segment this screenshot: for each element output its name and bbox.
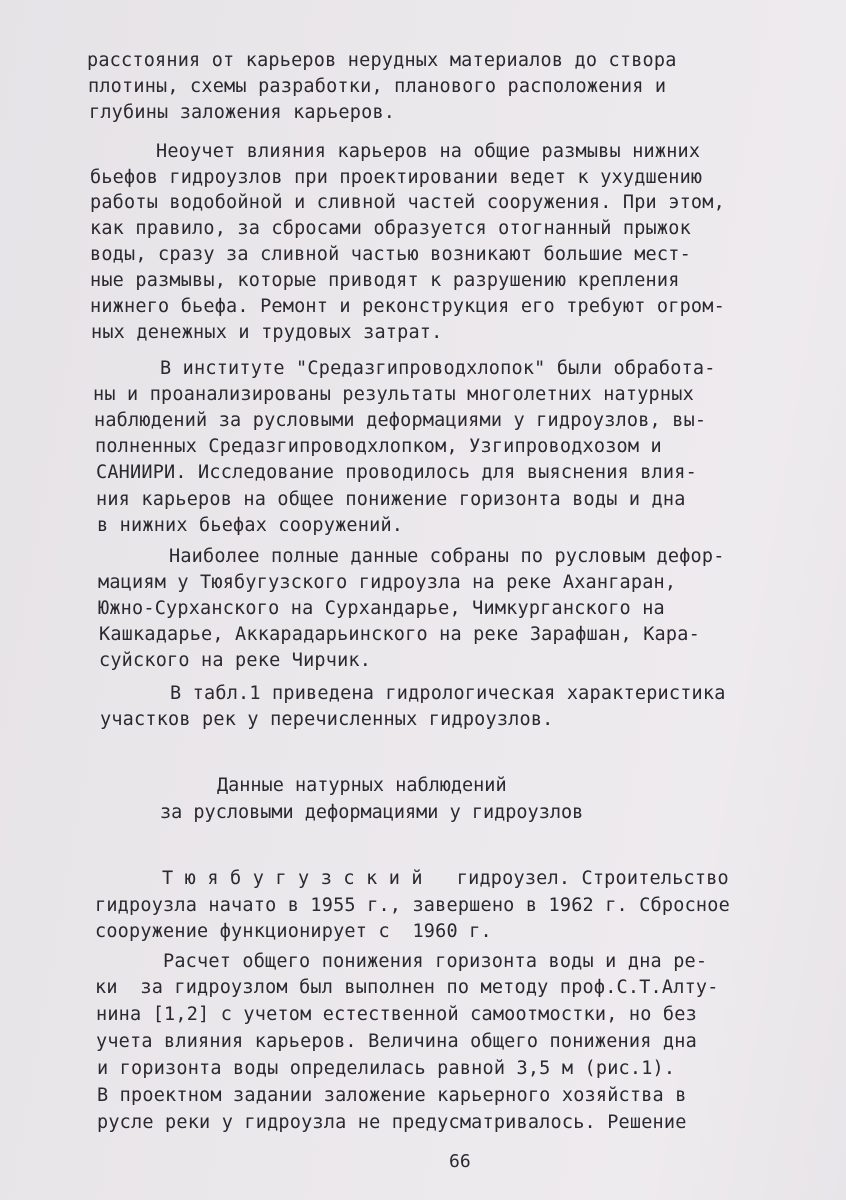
text-line: Т ю я б у г у з с к и й гидроузел. Строительство	[162, 868, 729, 889]
page-number: 66	[449, 1151, 471, 1172]
text-line: Кашкадарье, Аккарадарьинского на реке Зарафшан, Кара-	[99, 624, 700, 645]
text-line: В проектном задании заложение карьерного хозяйства в	[97, 1085, 687, 1106]
text-line: мациям у Тюябугузского гидроузла на реке Ахангаран,	[98, 572, 677, 593]
text-line: ны и проанализированы результаты многолетних натурных	[93, 384, 694, 405]
text-line: ки за гидроузлом был выполнен по методу проф.С.Т.Алту-	[95, 977, 719, 998]
text-line: Южно-Сурханского на Сурхандарье, Чимкурганского на	[98, 598, 665, 619]
text-line: в нижних бьефах сооружений.	[97, 515, 404, 536]
text-line: В табл.1 приведена гидрологическая характеристика	[170, 683, 726, 704]
text-line: ные размывы, которые приводят к разрушению крепления	[90, 270, 680, 291]
text-line: нижнего бьефа. Ремонт и реконструкция его требуют огром-	[90, 296, 725, 317]
text-line: сооружение функционирует с 1960 г.	[95, 921, 492, 942]
text-line: полненных Средазгипроводхлопком, Узгипроводхозом и	[95, 436, 662, 457]
text-line: Наиболее полные данные собраны по русловым дефор-	[169, 546, 725, 567]
text-line: бьефов гидроузлов при проектировании ведет к ухудшению	[90, 167, 703, 188]
text-line: Неоучет влияния карьеров на общие размывы нижних	[156, 141, 701, 162]
section-heading: Данные натурных наблюдений	[217, 775, 507, 796]
text-line: ния карьеров на общее понижение горизонта воды и дна	[96, 489, 686, 510]
text-line: и горизонта воды определилась равной 3,5 м (рис.1).	[97, 1058, 676, 1079]
text-line: гидроузла начато в 1955 г., завершено в 1962 г. Сбросное	[95, 895, 730, 916]
text-line: суйского на реке Чирчик.	[99, 650, 372, 671]
text-line: работы водобойной и сливной частей сооружения. При этом,	[90, 192, 725, 213]
text-line: нина [1,2] с учетом естественной самоотмостки, но без	[96, 1004, 697, 1025]
section-heading: за русловыми деформациями у гидроузлов	[160, 802, 584, 823]
text-line: ных денежных и трудовых затрат.	[91, 322, 443, 343]
text-line: учета влияния карьеров. Величина общего понижения дна	[96, 1031, 697, 1052]
text-line: наблюдений за русловыми деформациями у гидроузлов, вы-	[94, 410, 707, 431]
text-line: участков рек у перечисленных гидроузлов.	[100, 709, 554, 730]
text-line: глубины заложения карьеров.	[89, 102, 396, 123]
text-line: Расчет общего понижения горизонта воды и дна ре-	[163, 951, 708, 972]
text-line: русле реки у гидроузла не предусматривалось. Решение	[97, 1112, 687, 1133]
text-line: расстояния от карьеров нерудных материалов до створа	[87, 50, 677, 71]
text-line: воды, сразу за сливной частью возникают большие мест-	[90, 244, 691, 265]
text-line: как правило, за сбросами образуется отогнанный прыжок	[90, 218, 691, 239]
text-line: плотины, схемы разработки, планового расположения и	[88, 76, 667, 97]
text-line: САНИИРИ. Исследование проводилось для выяснения влия-	[96, 462, 697, 483]
text-line: В институте "Средазгипроводхлопок" были обработа-	[160, 358, 716, 379]
